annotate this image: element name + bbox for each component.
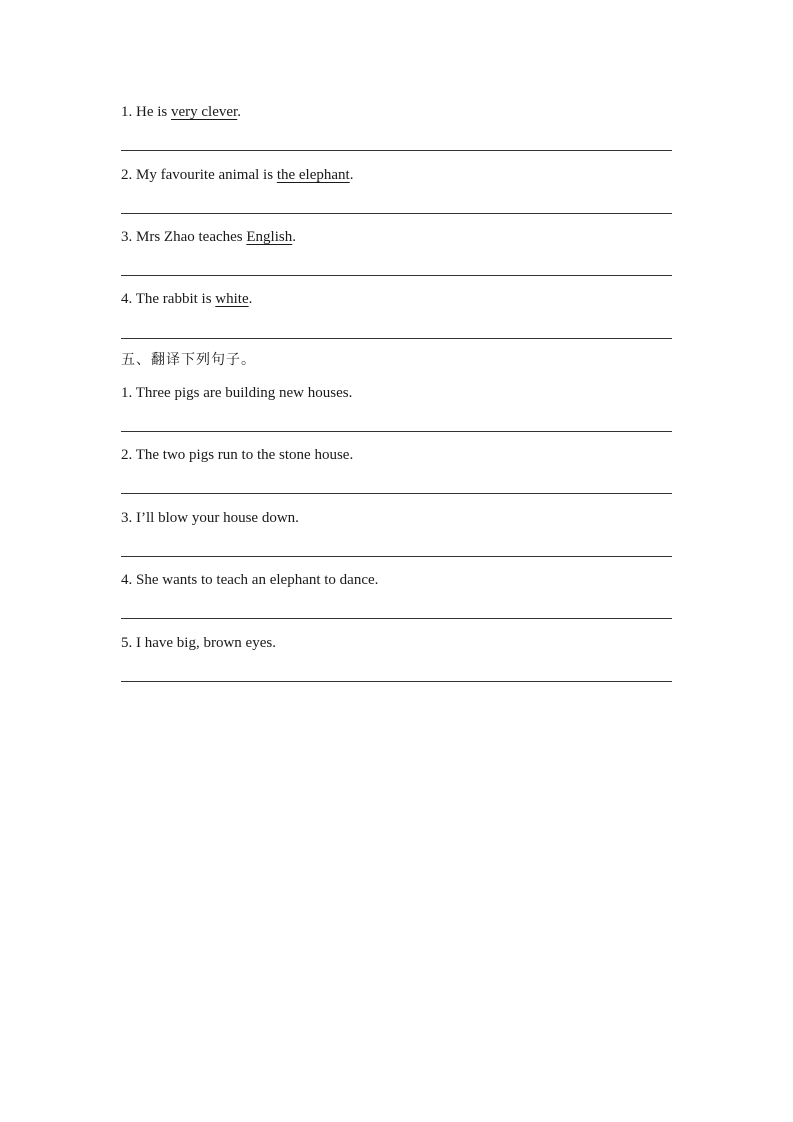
answer-line-7[interactable]: [121, 556, 672, 557]
answer-line-1[interactable]: [121, 150, 672, 151]
answer-line-3[interactable]: [121, 275, 672, 276]
question-prefix: 2. My favourite animal is: [121, 167, 277, 183]
translation-sentence-5: 5. I have big, brown eyes.: [121, 635, 276, 651]
answer-line-5[interactable]: [121, 431, 672, 432]
translation-sentence-3: 3. I’ll blow your house down.: [121, 510, 299, 526]
question-suffix: .: [237, 104, 241, 120]
question-prefix: 3. Mrs Zhao teaches: [121, 229, 247, 245]
question-1-sentence: [121, 103, 241, 121]
question-2-sentence: [121, 166, 353, 184]
question-suffix: .: [349, 167, 354, 183]
underlined-phrase: white: [215, 291, 249, 307]
question-3-sentence: [121, 228, 296, 246]
question-prefix: 4. The rabbit is: [121, 291, 216, 307]
translation-sentence-4: 4. She wants to teach an elephant to dance.: [121, 572, 379, 588]
underlined-phrase: the elephant: [276, 167, 350, 183]
question-suffix: .: [292, 229, 296, 245]
answer-line-9[interactable]: [121, 681, 672, 682]
answer-line-6[interactable]: [121, 493, 672, 494]
question-prefix: 1. He is: [121, 104, 171, 120]
question-suffix: .: [248, 291, 253, 307]
underlined-phrase: English: [246, 229, 293, 245]
question-4-sentence: [121, 290, 252, 308]
answer-line-8[interactable]: [121, 618, 672, 619]
section-heading: 五、翻译下列句子。: [121, 352, 256, 368]
underlined-phrase: very clever: [171, 104, 238, 120]
answer-line-2[interactable]: [121, 213, 672, 214]
translation-sentence-1: 1. Three pigs are building new houses.: [121, 385, 353, 401]
answer-line-4[interactable]: [121, 338, 672, 339]
translation-sentence-2: 2. The two pigs run to the stone house.: [121, 447, 354, 463]
